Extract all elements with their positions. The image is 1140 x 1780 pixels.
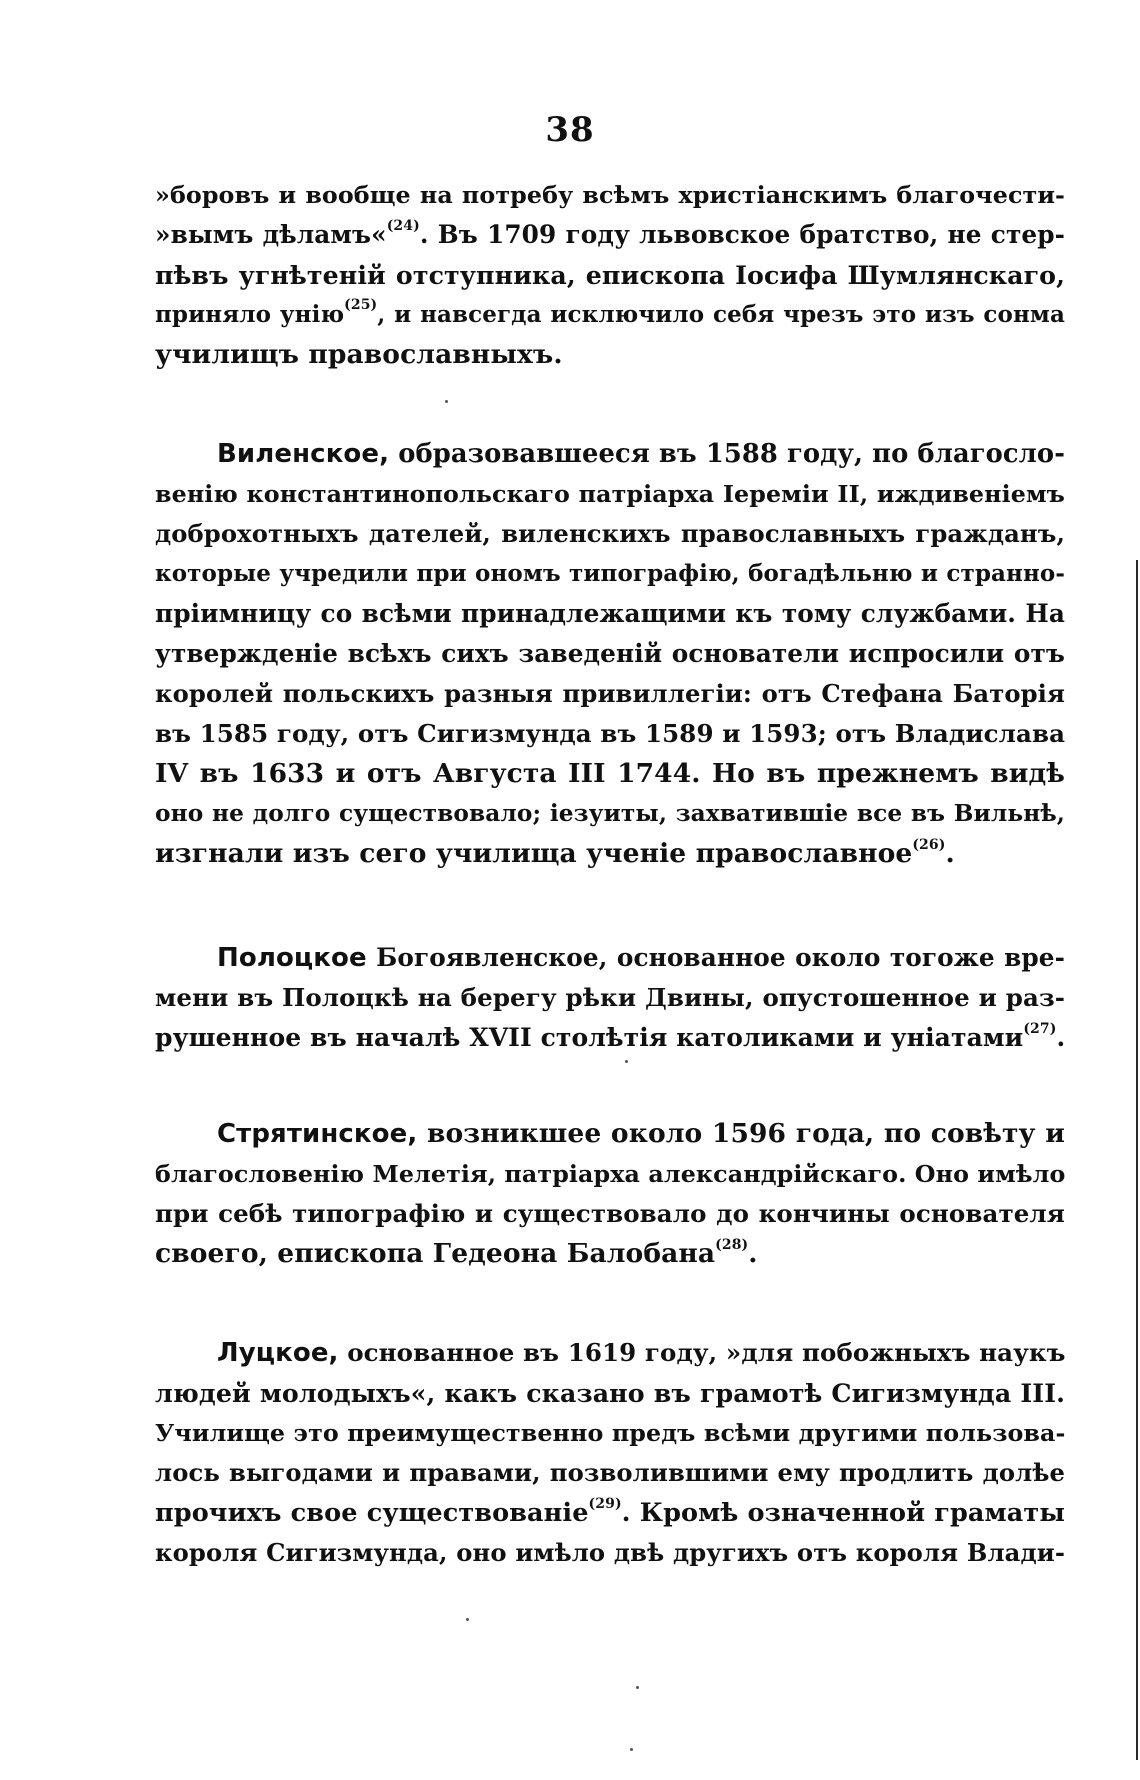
text-line: лось выгодами и правами, позволившими ему продлить долѣе [155, 1458, 1065, 1487]
text-line: утвержденіе всѣхъ сихъ заведеній основатели испросили отъ [155, 639, 1065, 668]
scan-speck [445, 400, 448, 403]
text-line: доброхотныхъ дателей, виленскихъ православныхъ гражданъ, [155, 519, 1065, 548]
footnote-ref: (29) [588, 1496, 622, 1512]
footnote-ref: (28) [715, 1237, 749, 1253]
scan-edge-line [1136, 560, 1138, 1760]
scan-speck [636, 1686, 639, 1689]
text-line: »боровъ и вообще на потребу всѣмъ христіанскимъ благочести- [155, 181, 1065, 209]
text-line: своего, епископа Гедеона Балобана$^{(28)}$. [155, 1237, 758, 1269]
text-line: IV въ 1633 и отъ Августа III 1744. Но въ прежнемъ видѣ [155, 758, 1065, 789]
text-line: мени въ Полоцкѣ на берегу рѣки Двины, опустошенное и раз- [155, 983, 1065, 1012]
text-line: Училище это преимущественно предъ всѣми другими пользова- [155, 1419, 1066, 1447]
paragraph-lutsk [155, 1333, 1065, 1573]
text-line: училищъ православныхъ. [155, 339, 563, 370]
text-line: »вымъ дѣламъ«$^{(24)}$. Въ 1709 году львовское братство, не стер- [155, 218, 1065, 249]
text-line: Виленское, образовавшееся въ 1588 году, по благосло- [217, 439, 1065, 469]
page-number: 38 [545, 110, 595, 150]
text-line: Стрятинское, возникшее около 1596 года, по совѣту и [217, 1118, 1066, 1149]
footnote-ref: (26) [912, 837, 946, 853]
footnote-ref: (27) [1023, 1021, 1057, 1037]
text-line: рушенное въ началѣ XVII столѣтія католиками и уніатами$^{(27)}$. [155, 1021, 1066, 1052]
text-line: оно не долго существовало; іезуиты, захватившіе все въ Вильнѣ, [155, 800, 1065, 827]
footnote-ref: (25) [344, 297, 378, 313]
text-line: благословенію Мелетія, патріарха александрійскаго. Оно имѣло [155, 1160, 1066, 1188]
section-term: Стрятинское, [217, 1119, 418, 1149]
text-line: людей молодыхъ«, какъ сказано въ грамотѣ Сигизмунда III. [155, 1378, 1065, 1408]
text-line: венію константинопольскаго патріарха Іереміи II, иждивеніемъ [155, 480, 1065, 508]
scan-speck [630, 1748, 633, 1751]
paragraph-vilna [155, 434, 1065, 874]
scan-speck [466, 1618, 469, 1621]
paragraph-polotsk [155, 938, 1065, 1058]
section-term: Луцкое, [217, 1338, 339, 1368]
scan-speck [625, 1060, 628, 1063]
text-line: Луцкое, основанное въ 1619 году, »для побожныхъ наукъ [217, 1338, 1066, 1368]
text-line: въ 1585 году, отъ Сигизмунда въ 1589 и 1593; отъ Владислава [155, 719, 1066, 748]
text-line: при себѣ типографію и существовало до кончины основателя [155, 1199, 1065, 1228]
section-term: Полоцкое [217, 943, 367, 973]
footnote-ref: (24) [386, 218, 420, 234]
paragraph-stryatyn [155, 1114, 1065, 1274]
text-line: которые учредили при ономъ типографію, богадѣльню и странно- [155, 560, 1065, 587]
text-line: Полоцкое Богоявленское, основанное около тогоже вре- [217, 943, 1065, 973]
text-line: пріимницу со всѣми принадлежащими къ тому службами. На [155, 599, 1065, 628]
section-term: Виленское, [217, 439, 390, 469]
paragraph-lviv-continuation [155, 175, 1065, 375]
text-line: королей польскихъ разныя привиллегіи: отъ Стефана Баторія [155, 679, 1065, 708]
text-line: приняло унію$^{(25)}$, и навсегда исключило себя чрезъ это изъ сонма [155, 297, 1065, 328]
text-line: изгнали изъ сего училища ученіе православное$^{(26)}$. [155, 837, 955, 869]
text-line: прочихъ свое существованіе$^{(29)}$. Кромѣ означенной граматы [155, 1496, 1065, 1528]
text-line: пѣвъ угнѣтеній отступника, епископа Іосифа Шумлянскаго, [155, 260, 1065, 290]
text-line: короля Сигизмунда, оно имѣло двѣ другихъ отъ короля Влади- [155, 1538, 1065, 1567]
